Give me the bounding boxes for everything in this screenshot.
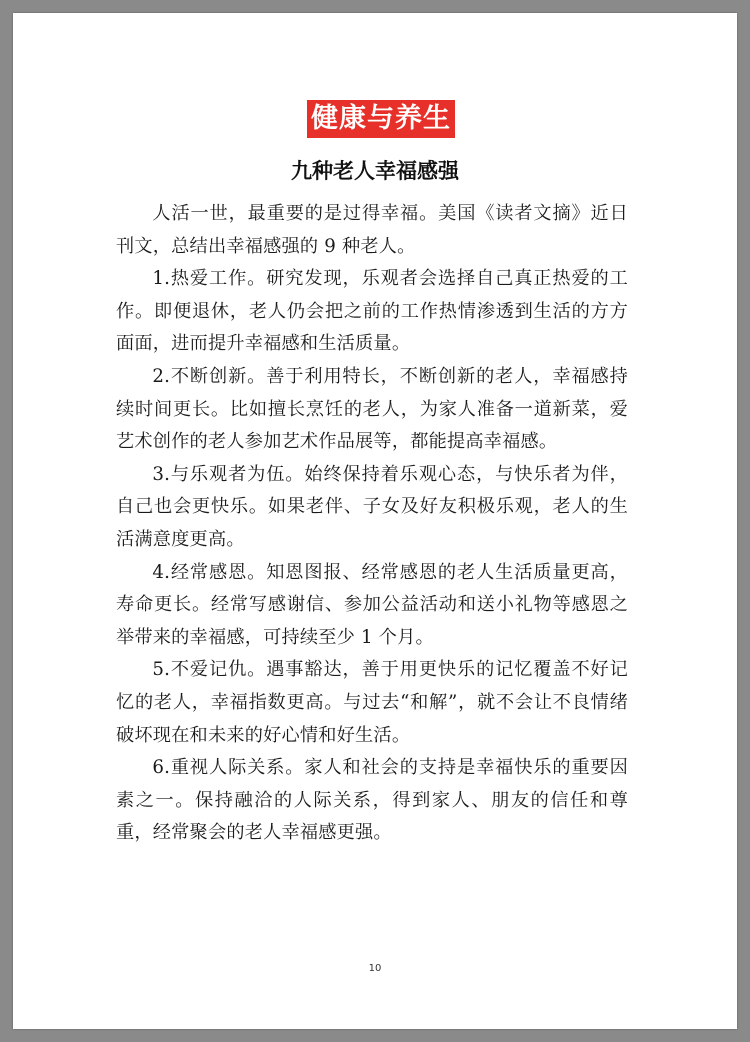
paragraph-item-1: 1.热爱工作。研究发现，乐观者会选择自己真正热爱的工作。即便退休，老人仍会把之前的工作热情渗透到生活的方方面面，进而提升幸福感和生活质量。 (116, 268, 628, 355)
paragraph-item-6: 6.重视人际关系。家人和社会的支持是幸福快乐的重要因素之一。保持融洽的人际关系，得到家人、朋友的信任和尊重，经常聚会的老人幸福感更强。 (116, 757, 628, 844)
paragraph-item-2: 2.不断创新。善于利用特长，不断创新的老人，幸福感持续时间更长。比如擅长烹饪的老人，为家人准备一道新菜，爱艺术创作的老人参加艺术作品展等，都能提高幸福感。 (116, 365, 628, 453)
page-number: 10 (368, 963, 382, 974)
paragraph-intro: 人活一世，最重要的是过得幸福。美国《读者文摘》近日刊文，总结出幸福感强的 9 种老人。 (116, 203, 628, 257)
article-title: 九种老人幸福感强 (291, 159, 459, 183)
paragraph-item-5: 5.不爱记仇。遇事豁达，善于用更快乐的记忆覆盖不好记忆的老人，幸福指数更高。与过去“和解”，就不会让不良情绪破坏现在和未来的好心情和好生活。 (116, 659, 628, 746)
article-body (116, 198, 628, 850)
paragraph-item-3: 3.与乐观者为伍。始终保持着乐观心态，与快乐者为伴，自己也会更快乐。如果老伴、子女及好友积极乐观，老人的生活满意度更高。 (116, 463, 628, 550)
document-page (13, 13, 737, 1029)
section-badge: 健康与养生 (307, 100, 455, 138)
paragraph-item-4: 4.经常感恩。知恩图报、经常感恩的老人生活质量更高，寿命更长。经常写感谢信、参加公益活动和送小礼物等感恩之举带来的幸福感，可持续至少 1 个月。 (116, 561, 628, 648)
